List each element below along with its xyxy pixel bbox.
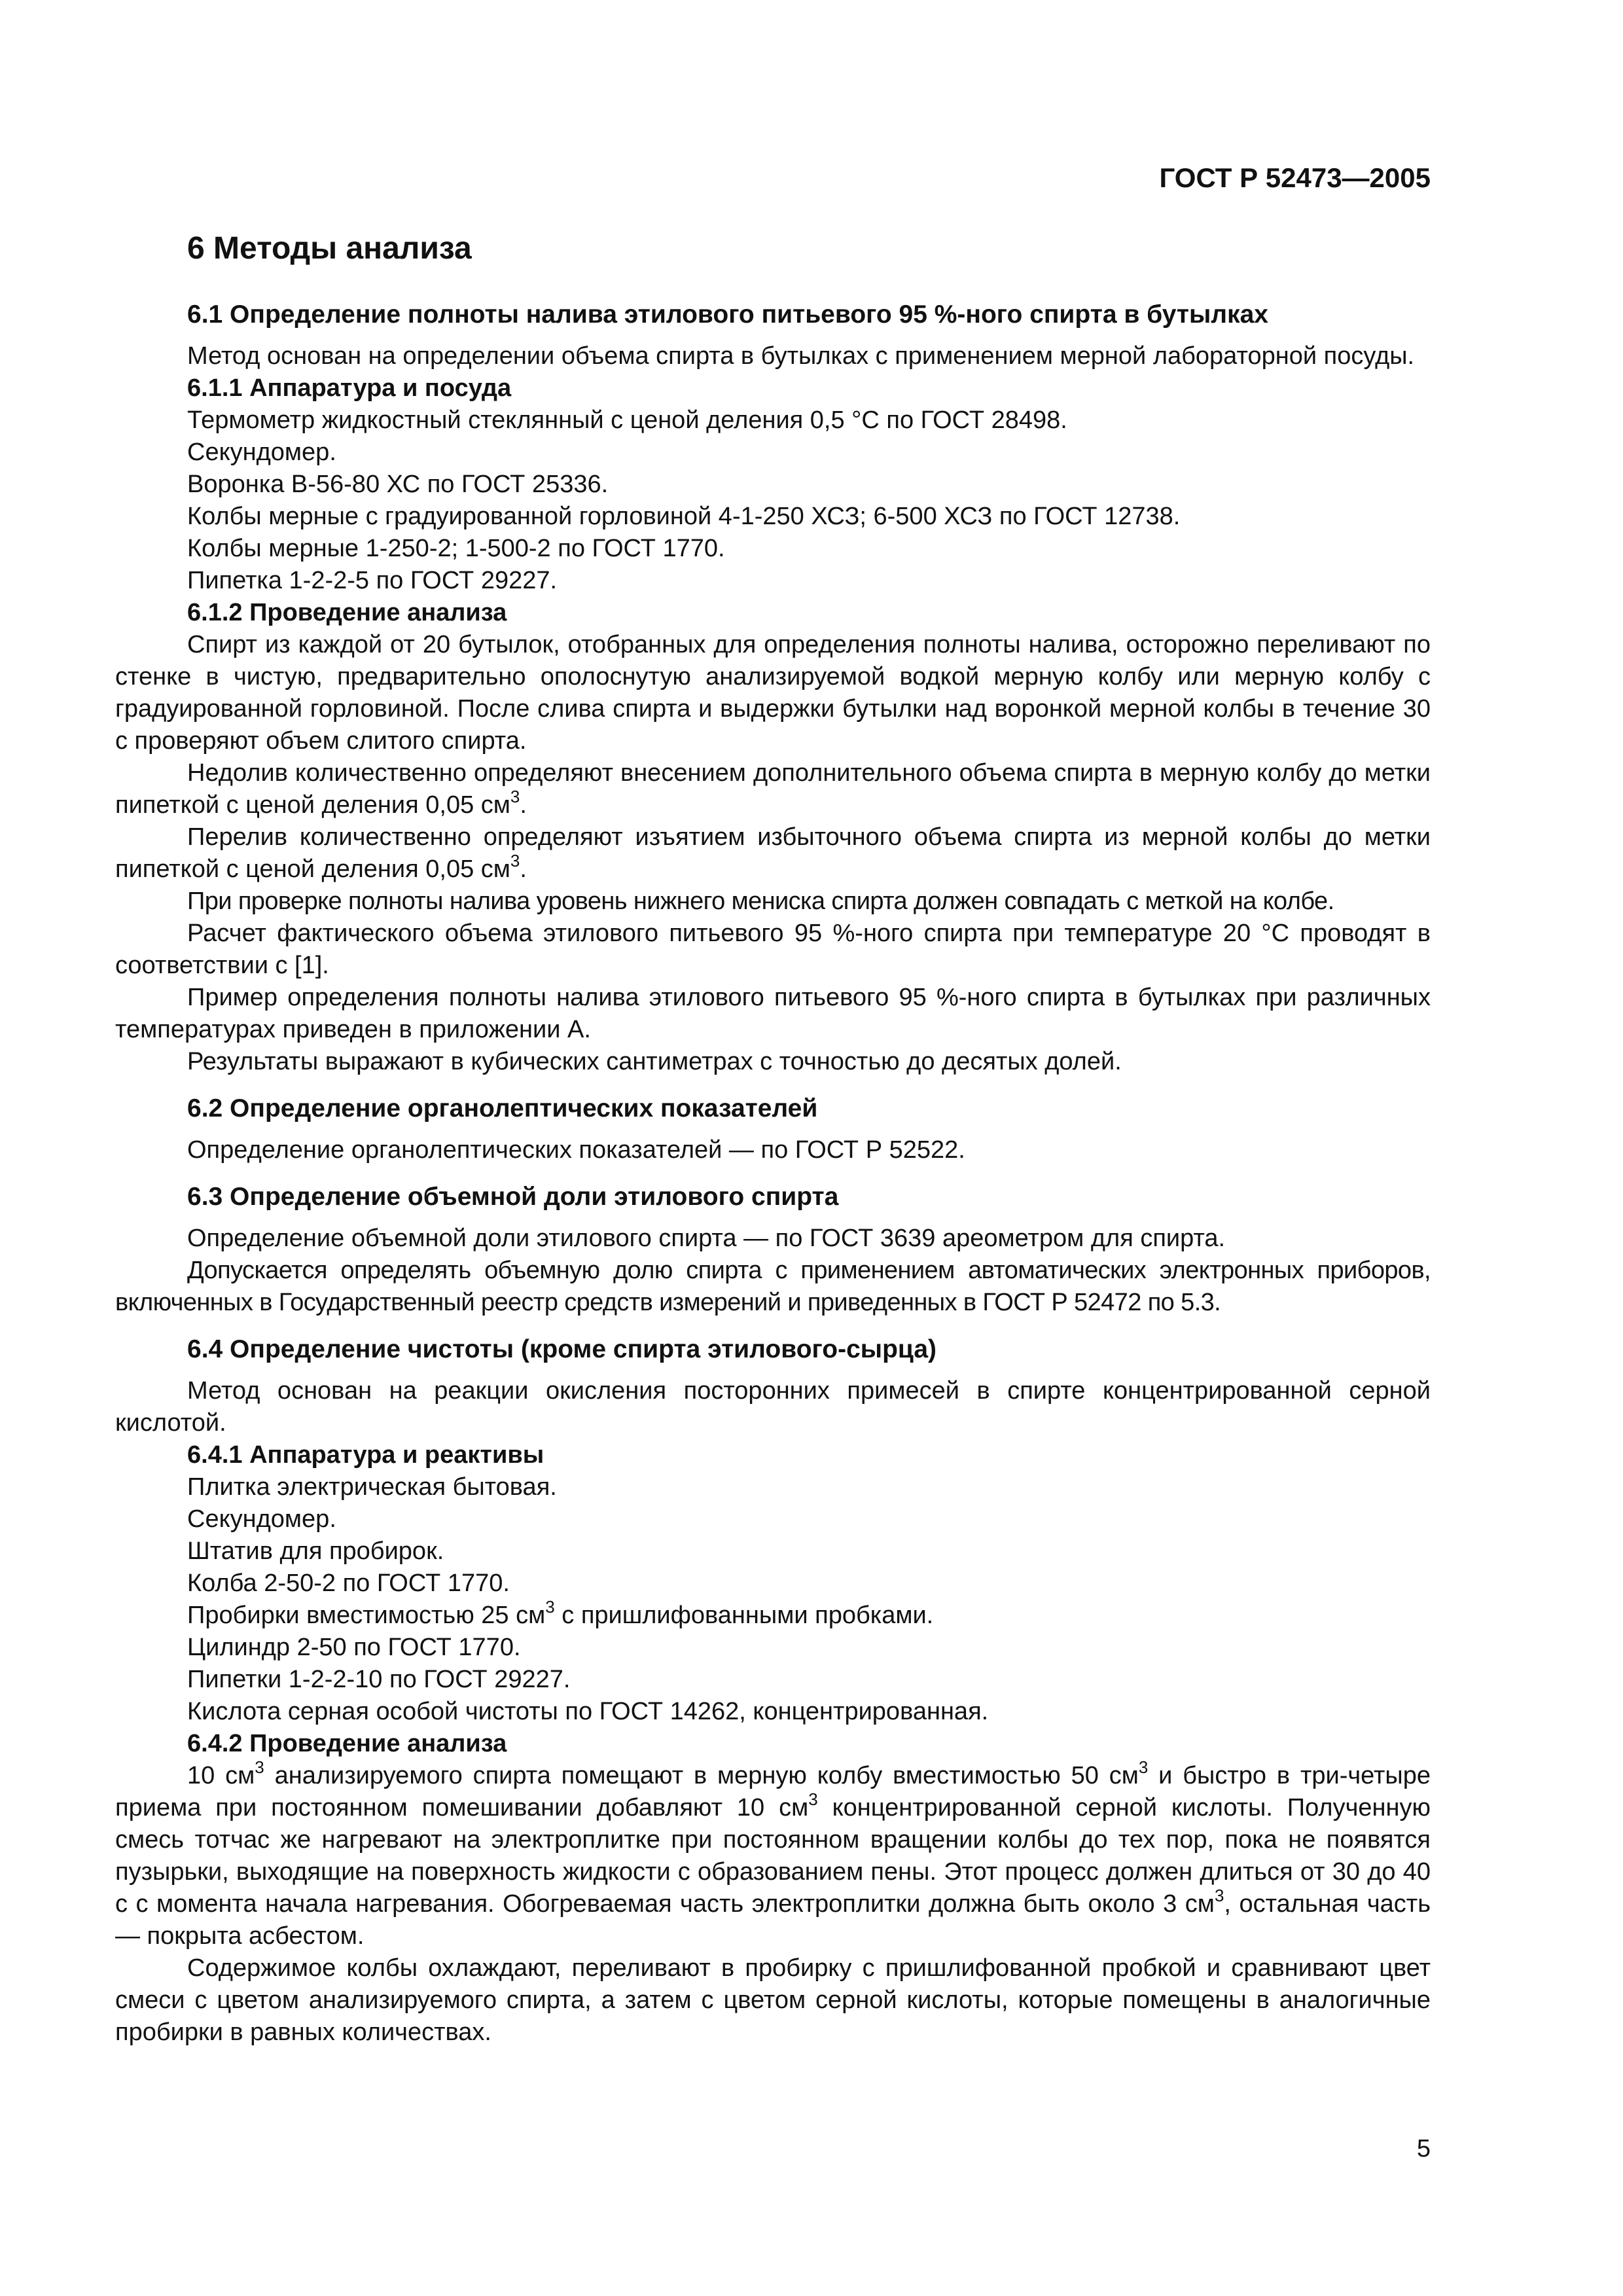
section-6-title: 6 Методы анализа <box>187 231 472 266</box>
paragraph: Перелив количественно определяют изъятием избыточного объема спирта из мерной колбы до метки пипеткой с ценой деления 0,05 $см^3$. <box>115 823 1431 883</box>
paragraph: Определение объемной доли этилового спирта — по ГОСТ 3639 ареометром для спирта. <box>187 1225 1226 1252</box>
list-item: Кислота серная особой чистоты по ГОСТ 14262, концентрированная. <box>187 1698 989 1725</box>
document-body <box>115 229 1431 2049</box>
list-item: Колбы мерные 1-250-2; 1-500-2 по ГОСТ 1770. <box>187 535 725 562</box>
document-code: ГОСТ Р 52473—2005 <box>1159 162 1431 193</box>
list-item: Пипетки 1-2-2-10 по ГОСТ 29227. <box>187 1666 571 1693</box>
section-6-4-1-title: 6.4.1 Аппаратура и реактивы <box>187 1441 544 1469</box>
paragraph: Спирт из каждой от 20 бутылок, отобранных для определения полноты налива, осторожно переливают по стенке в чистую, предварительно ополоснутую анализируемой водкой мерную колбу или мерную колбу с градуированной горловиной. После слива спирта и выдержки бутылки над воронкой мерной колбы в течение 30 с проверяют объем слитого спирта. <box>115 631 1431 755</box>
paragraph: Недолив количественно определяют внесением дополнительного объема спирта в мерную колбу до метки пипеткой с ценой деления 0,05 $см^3$. <box>115 759 1431 819</box>
paragraph: При проверке полноты налива уровень нижнего мениска спирта должен совпадать с меткой на колбе. <box>187 888 1334 915</box>
section-6-4-intro: Метод основан на реакции окисления посторонних примесей в спирте концентрированной серной кислотой. <box>115 1377 1431 1437</box>
paragraph: Определение органолептических показателей — по ГОСТ Р 52522. <box>187 1136 965 1164</box>
paragraph: Пример определения полноты налива этилового питьевого 95 %-ного спирта в бутылках при различных температурах приведен в приложении А. <box>115 984 1431 1043</box>
section-6-1-2-title: 6.1.2 Проведение анализа <box>187 599 507 626</box>
list-item: Пипетка 1-2-2-5 по ГОСТ 29227. <box>187 567 558 594</box>
paragraph: Содержимое колбы охлаждают, переливают в пробирку с пришлифованной пробкой и сравнивают цвет смеси с цветом анализируемого спирта, а затем с цветом серной кислоты, которые помещены в аналогичные пробирки в равных количествах. <box>115 1954 1431 2046</box>
section-6-3-title: 6.3 Определение объемной доли этилового спирта <box>187 1183 839 1211</box>
page-number: 5 <box>1416 2135 1431 2162</box>
list-item: Термометр жидкостный стеклянный с ценой деления 0,5 °С по ГОСТ 28498. <box>187 406 1067 434</box>
list-item: Пробирки вместимостью 25 $см^3$ с пришлифованными пробками. <box>187 1597 934 1629</box>
section-6-2-title: 6.2 Определение органолептических показателей <box>187 1094 818 1122</box>
section-6-1-1-title: 6.1.1 Аппаратура и посуда <box>187 374 512 402</box>
paragraph: Допускается определять объемную долю спирта с применением автоматических электронных приборов, включенных в Государственный реестр средств измерений и приведенных в ГОСТ Р 52472 по 5.3. <box>115 1257 1431 1316</box>
list-item: Секундомер. <box>187 1505 336 1533</box>
list-item: Плитка электрическая бытовая. <box>187 1473 557 1501</box>
section-6-1-intro: Метод основан на определении объема спирта в бутылках с применением мерной лабораторной посуды. <box>187 342 1415 370</box>
list-item: Штатив для пробирок. <box>187 1537 444 1565</box>
paragraph: Расчет фактического объема этилового питьевого 95 %-ного спирта при температуре 20 °С проводят в соответствии с [1]. <box>115 920 1431 979</box>
list-item: Колба 2-50-2 по ГОСТ 1770. <box>187 1570 510 1597</box>
section-6-4-2-title: 6.4.2 Проведение анализа <box>187 1730 507 1757</box>
list-item: Колбы мерные с градуированной горловиной 4-1-250 ХСЗ; 6-500 ХСЗ по ГОСТ 12738. <box>187 503 1181 530</box>
list-item: Цилиндр 2-50 по ГОСТ 1770. <box>187 1634 521 1661</box>
section-6-1-title: 6.1 Определение полноты налива этилового питьевого 95 %-ного спирта в бутылках <box>187 300 1268 329</box>
list-item: Воронка В-56-80 ХС по ГОСТ 25336. <box>187 471 609 498</box>
list-item: Секундомер. <box>187 439 336 466</box>
section-6-4-title: 6.4 Определение чистоты (кроме спирта этилового-сырца) <box>187 1335 937 1363</box>
paragraph: Результаты выражают в кубических сантиметрах с точностью до десятых долей. <box>187 1048 1122 1075</box>
paragraph: 10 $см^3$ анализируемого спирта помещают в мерную колбу вместимостью 50 $см^3$ и быстро в три-четыре приема при постоянном помешивании добавляют 10 $см^3$ концентрированной серной кислоты. Полученную смесь тотчас же нагревают на электроплитке при постоянном вращении колбы до тех пор, пока не появятся пузырьки, выходящие на поверхность жидкости с образованием пены. Этот процесс должен длиться от 30 до 40 с с момента начала нагревания. Обогреваемая часть электроплитки должна быть около 3 $см^3$, остальная часть — покрыта асбестом. <box>115 1757 1431 1950</box>
